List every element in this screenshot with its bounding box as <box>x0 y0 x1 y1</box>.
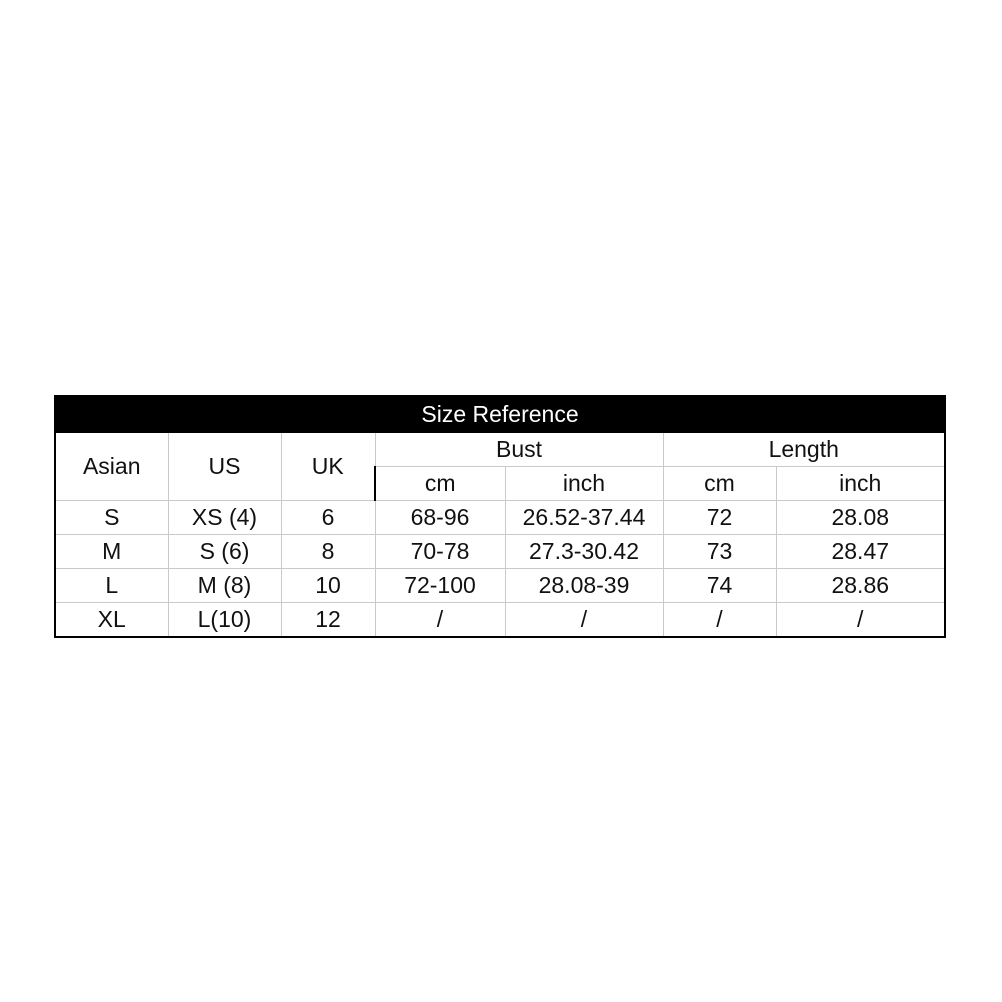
cell-bust-inch: 28.08-39 <box>505 569 663 603</box>
cell-asian: XL <box>55 603 168 638</box>
cell-length-inch: 28.47 <box>776 535 945 569</box>
header-length-cm: cm <box>663 467 776 501</box>
cell-asian: S <box>55 501 168 535</box>
size-reference-table-container <box>54 395 944 638</box>
table-row <box>55 501 945 535</box>
cell-bust-cm: 68-96 <box>375 501 505 535</box>
cell-asian: M <box>55 535 168 569</box>
cell-bust-cm: 72-100 <box>375 569 505 603</box>
header-row-1 <box>55 432 945 467</box>
cell-length-inch: / <box>776 603 945 638</box>
table-title: Size Reference <box>55 396 945 432</box>
cell-us: XS (4) <box>168 501 281 535</box>
cell-length-cm: / <box>663 603 776 638</box>
cell-uk: 12 <box>281 603 375 638</box>
cell-bust-cm: / <box>375 603 505 638</box>
cell-uk: 8 <box>281 535 375 569</box>
cell-us: S (6) <box>168 535 281 569</box>
cell-length-inch: 28.86 <box>776 569 945 603</box>
cell-uk: 6 <box>281 501 375 535</box>
cell-us: M (8) <box>168 569 281 603</box>
size-reference-table <box>54 395 946 638</box>
cell-bust-inch: 26.52-37.44 <box>505 501 663 535</box>
table-row <box>55 569 945 603</box>
header-asian: Asian <box>55 432 168 501</box>
cell-length-cm: 74 <box>663 569 776 603</box>
header-bust-inch: inch <box>505 467 663 501</box>
header-length-inch: inch <box>776 467 945 501</box>
cell-length-cm: 72 <box>663 501 776 535</box>
cell-length-cm: 73 <box>663 535 776 569</box>
cell-length-inch: 28.08 <box>776 501 945 535</box>
header-length: Length <box>663 432 945 467</box>
cell-bust-cm: 70-78 <box>375 535 505 569</box>
cell-bust-inch: / <box>505 603 663 638</box>
cell-us: L(10) <box>168 603 281 638</box>
cell-asian: L <box>55 569 168 603</box>
header-uk: UK <box>281 432 375 501</box>
cell-bust-inch: 27.3-30.42 <box>505 535 663 569</box>
table-title-row <box>55 396 945 432</box>
header-us: US <box>168 432 281 501</box>
table-row <box>55 603 945 638</box>
table-row <box>55 535 945 569</box>
header-bust: Bust <box>375 432 663 467</box>
cell-uk: 10 <box>281 569 375 603</box>
header-bust-cm: cm <box>375 467 505 501</box>
